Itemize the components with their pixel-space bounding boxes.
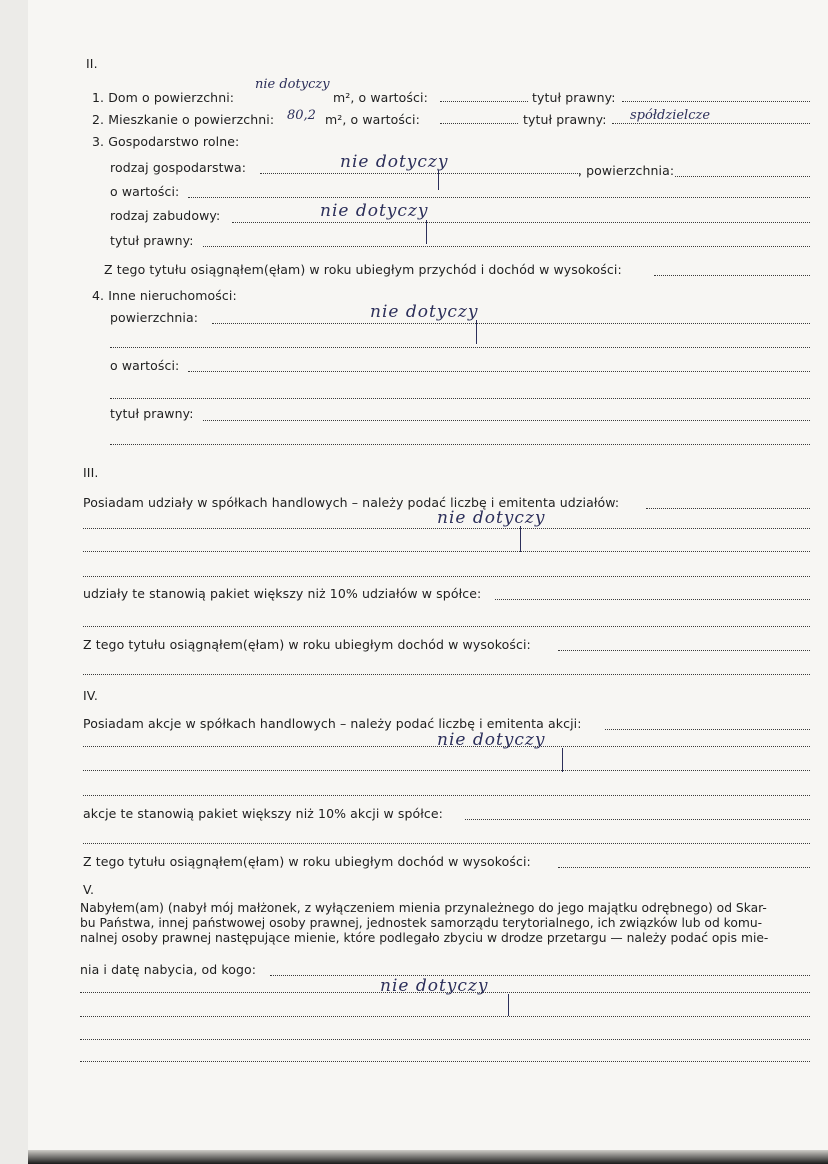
udzialy-dochod-label: Z tego tytułu osiągnąłem(ęłam) w roku ubiegłym dochód w wysokości:: [83, 637, 531, 652]
rodzaj-gospodarstwa-label: rodzaj gospodarstwa:: [110, 160, 247, 175]
nabycie-paragraph: [80, 901, 768, 946]
inne-nieruchomosci-label: 4. Inne nieruchomości:: [92, 288, 237, 303]
scan-edge: [28, 1150, 828, 1164]
dom-unit: m², o wartości:: [333, 90, 428, 105]
nabycie-line-1: Nabyłem(am) (nabył mój małżonek, z wyłączeniem mienia przynależnego do jego majątku odrębnego) od Skar-: [80, 901, 767, 915]
akcje-dochod-label: Z tego tytułu osiągnąłem(ęłam) w roku ubiegłym dochód w wysokości:: [83, 854, 531, 869]
mieszkanie-handwritten: 80,2: [287, 108, 316, 123]
section-heading-v: V.: [83, 882, 95, 897]
rodzaj-zabudowy-handwritten: nie dotyczy: [320, 201, 429, 221]
nabycie-line-4: nia i datę nabycia, od kogo:: [80, 962, 257, 977]
udzialy-handwritten: nie dotyczy: [437, 508, 546, 528]
gospodarstwo-label: 3. Gospodarstwo rolne:: [92, 134, 240, 149]
udzialy-pakiet-label: udziały te stanowią pakiet większy niż 10% udziałów w spółce:: [83, 586, 482, 601]
section-heading-ii: II.: [86, 56, 98, 71]
inne-tytul-label: tytuł prawny:: [110, 406, 194, 421]
section-heading-iii: III.: [83, 465, 99, 480]
inne-powierzchnia-handwritten: nie dotyczy: [370, 302, 479, 322]
akcje-label: Posiadam akcje w spółkach handlowych – należy podać liczbę i emitenta akcji:: [83, 716, 582, 731]
nabycie-line-2: bu Państwa, innej państwowej osoby prawnej, jednostek samorządu terytorialnego, ich związków lub od komu-: [80, 916, 763, 930]
dom-title-label: tytuł prawny:: [532, 90, 616, 105]
section-heading-iv: IV.: [83, 688, 98, 703]
mieszkanie-title-handwritten: spółdzielcze: [630, 108, 711, 123]
rodzaj-gospodarstwa-handwritten: nie dotyczy: [340, 152, 449, 172]
mieszkanie-title-label: tytuł prawny:: [523, 112, 607, 127]
powierzchnia-label: , powierzchnia:: [578, 163, 675, 178]
inne-wartosc-label: o wartości:: [110, 358, 180, 373]
nabycie-handwritten: nie dotyczy: [380, 976, 489, 996]
gosp-dochod-label: Z tego tytułu osiągnąłem(ęłam) w roku ubiegłym przychód i dochód w wysokości:: [104, 262, 622, 277]
gosp-wartosc-label: o wartości:: [110, 184, 180, 199]
dom-handwritten: nie dotyczy: [255, 77, 330, 92]
akcje-pakiet-label: akcje te stanowią pakiet większy niż 10% akcji w spółce:: [83, 806, 443, 821]
gosp-tytul-label: tytuł prawny:: [110, 233, 194, 248]
mieszkanie-label: 2. Mieszkanie o powierzchni:: [92, 112, 275, 127]
udzialy-label: Posiadam udziały w spółkach handlowych – należy podać liczbę i emitenta udziałów:: [83, 495, 620, 510]
nabycie-line-3: nalnej osoby prawnej następujące mienie, które podlegało zbyciu w drodze przetargu — należy podać opis mie-: [80, 931, 769, 945]
dom-label: 1. Dom o powierzchni:: [92, 90, 235, 105]
mieszkanie-unit: m², o wartości:: [325, 112, 420, 127]
akcje-handwritten: nie dotyczy: [437, 730, 546, 750]
inne-powierzchnia-label: powierzchnia:: [110, 310, 199, 325]
rodzaj-zabudowy-label: rodzaj zabudowy:: [110, 208, 221, 223]
